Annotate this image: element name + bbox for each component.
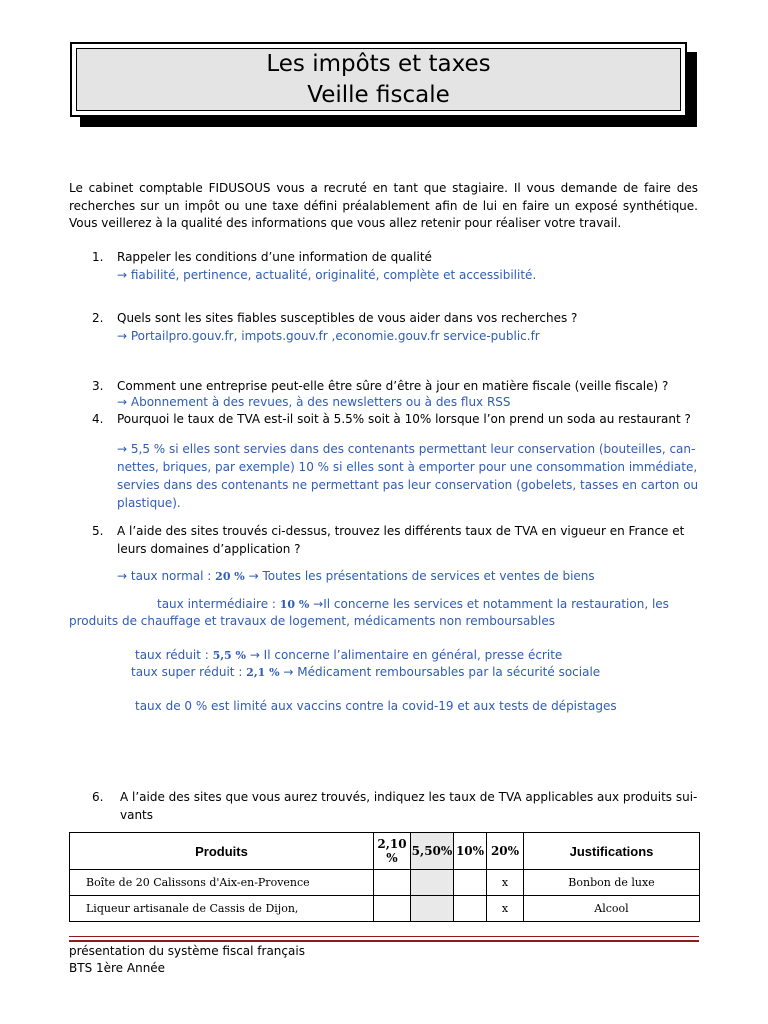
question-5-text <box>117 522 707 558</box>
title-inner <box>76 48 681 111</box>
rate-normal-value: 20 % <box>215 570 245 583</box>
header-justifications: Justifications <box>524 833 700 870</box>
rate-super-reduit <box>131 663 600 682</box>
rate-super-reduit-value: 2,1 % <box>246 666 280 679</box>
rate-normal-description: Toutes les présentations de services et ventes de biens <box>262 569 595 583</box>
rate-intermediaire-continued: produits de chauffage et travaux de logement, médicaments non remboursables <box>69 614 555 628</box>
title-box <box>70 42 687 117</box>
rate-550-cell <box>411 896 454 922</box>
question-4-answer-line: plastique). <box>117 496 181 510</box>
justification-cell: Bonbon de luxe <box>524 870 700 896</box>
question-2-answer: → Portailpro.gouv.fr, impots.gouv.fr ,economie.gouv.fr service-public.fr <box>117 329 540 343</box>
footer-line-1: présentation du système fiscal français <box>69 944 305 958</box>
question-2-text: Quels sont les sites fiables susceptibles de vous aider dans vos recherches ? <box>117 311 578 325</box>
question-6-text-line: A l’aide des sites que vous aurez trouvés, indiquez les taux de TVA applicables aux produits sui- <box>120 790 698 804</box>
rate-20-cell: x <box>487 870 524 896</box>
question-4-number: 4. <box>92 412 104 426</box>
question-4-answer-line: → 5,5 % si elles sont servies dans des contenants permettant leur conservation (bouteilles, can- <box>117 442 696 456</box>
rate-normal-arrow: → <box>244 569 263 583</box>
rate-reduit-value: 5,5 % <box>212 649 246 662</box>
rate-super-reduit-description: → Médicament remboursables par la sécurité sociale <box>279 665 601 679</box>
footer-rule-thick <box>69 940 699 942</box>
question-6-text <box>120 788 700 824</box>
table-header-row <box>70 833 700 870</box>
rate-intermediaire-description: →Il concerne les services et notamment la restauration, les <box>309 597 669 611</box>
question-5-text-line: A l’aide des sites trouvés ci-dessus, trouvez les différents taux de TVA en vigueur en France et <box>117 524 685 538</box>
rate-zero: taux de 0 % est limité aux vaccins contre la covid-19 et aux tests de dépistages <box>135 699 617 713</box>
rate-550-cell <box>411 870 454 896</box>
question-4-answer-line: nettes, briques, par exemple) 10 % si elles sont à emporter pour une consommation immédiate, <box>117 460 698 474</box>
justification-cell: Alcool <box>524 896 700 922</box>
question-6-text-line: vants <box>120 808 154 822</box>
page-subtitle: Veille fiscale <box>307 81 450 108</box>
rate-reduit-description: → Il concerne l’alimentaire en général, presse écrite <box>246 648 563 662</box>
question-5-number: 5. <box>92 524 104 538</box>
question-6-number: 6. <box>92 790 104 804</box>
question-4-answer <box>117 440 707 512</box>
rate-10-cell <box>454 870 487 896</box>
rate-20-cell: x <box>487 896 524 922</box>
rate-intermediaire-label: taux intermédiaire : <box>157 597 280 611</box>
question-4-text: Pourquoi le taux de TVA est-il soit à 5.5% soit à 10% lorsque l’on prend un soda au restaurant ? <box>117 412 691 426</box>
question-5-text-line: leurs domaines d’application ? <box>117 542 301 556</box>
rate-super-reduit-label: taux super réduit : <box>131 665 247 679</box>
rate-normal <box>117 567 595 586</box>
table-row <box>70 870 700 896</box>
question-3-number: 3. <box>92 379 104 393</box>
rate-210-cell <box>374 896 411 922</box>
rate-reduit-label: taux réduit : <box>135 648 213 662</box>
header-rate-10: 10% <box>454 833 487 870</box>
question-1-answer: → fiabilité, pertinence, actualité, originalité, complète et accessibilité. <box>117 268 537 282</box>
header-rate-20: 20% <box>487 833 524 870</box>
product-cell: Liqueur artisanale de Cassis de Dijon, <box>70 896 374 922</box>
question-3-answer: → Abonnement à des revues, à des newsletters ou à des flux RSS <box>117 395 511 409</box>
page-title: Les impôts et taxes <box>266 50 491 77</box>
question-4-answer-line: servies dans des contenants ne permettant pas leur conservation (gobelets, tasses en carton ou <box>117 478 699 492</box>
rate-210-cell <box>374 870 411 896</box>
vat-table <box>69 832 700 922</box>
rate-intermediaire-value: 10 % <box>279 598 310 611</box>
header-produits: Produits <box>70 833 374 870</box>
header-rate-210: 2,10 % <box>374 833 411 870</box>
footer-rule-thin <box>69 936 699 937</box>
intro-paragraph: Le cabinet comptable FIDUSOUS vous a recruté en tant que stagiaire. Il vous demande de faire des recherches sur un impôt ou une taxe défini préalablement afin de lui en faire un exposé synthétique. Vous veillerez à la qualité des informations que vous allez retenir pour réaliser votre travail. <box>69 181 698 230</box>
product-cell: Boîte de 20 Calissons d'Aix-en-Provence <box>70 870 374 896</box>
question-3-text: Comment une entreprise peut-elle être sûre d’être à jour en matière fiscale (veille fiscale) ? <box>117 379 669 393</box>
question-1-number: 1. <box>92 250 104 264</box>
header-rate-550: 5,50% <box>411 833 454 870</box>
table-row <box>70 896 700 922</box>
rate-10-cell <box>454 896 487 922</box>
question-2-number: 2. <box>92 311 104 325</box>
footer-line-2: BTS 1ère Année <box>69 961 166 975</box>
question-1-text: Rappeler les conditions d’une information de qualité <box>117 250 432 264</box>
rate-normal-label: → taux normal : <box>117 569 216 583</box>
